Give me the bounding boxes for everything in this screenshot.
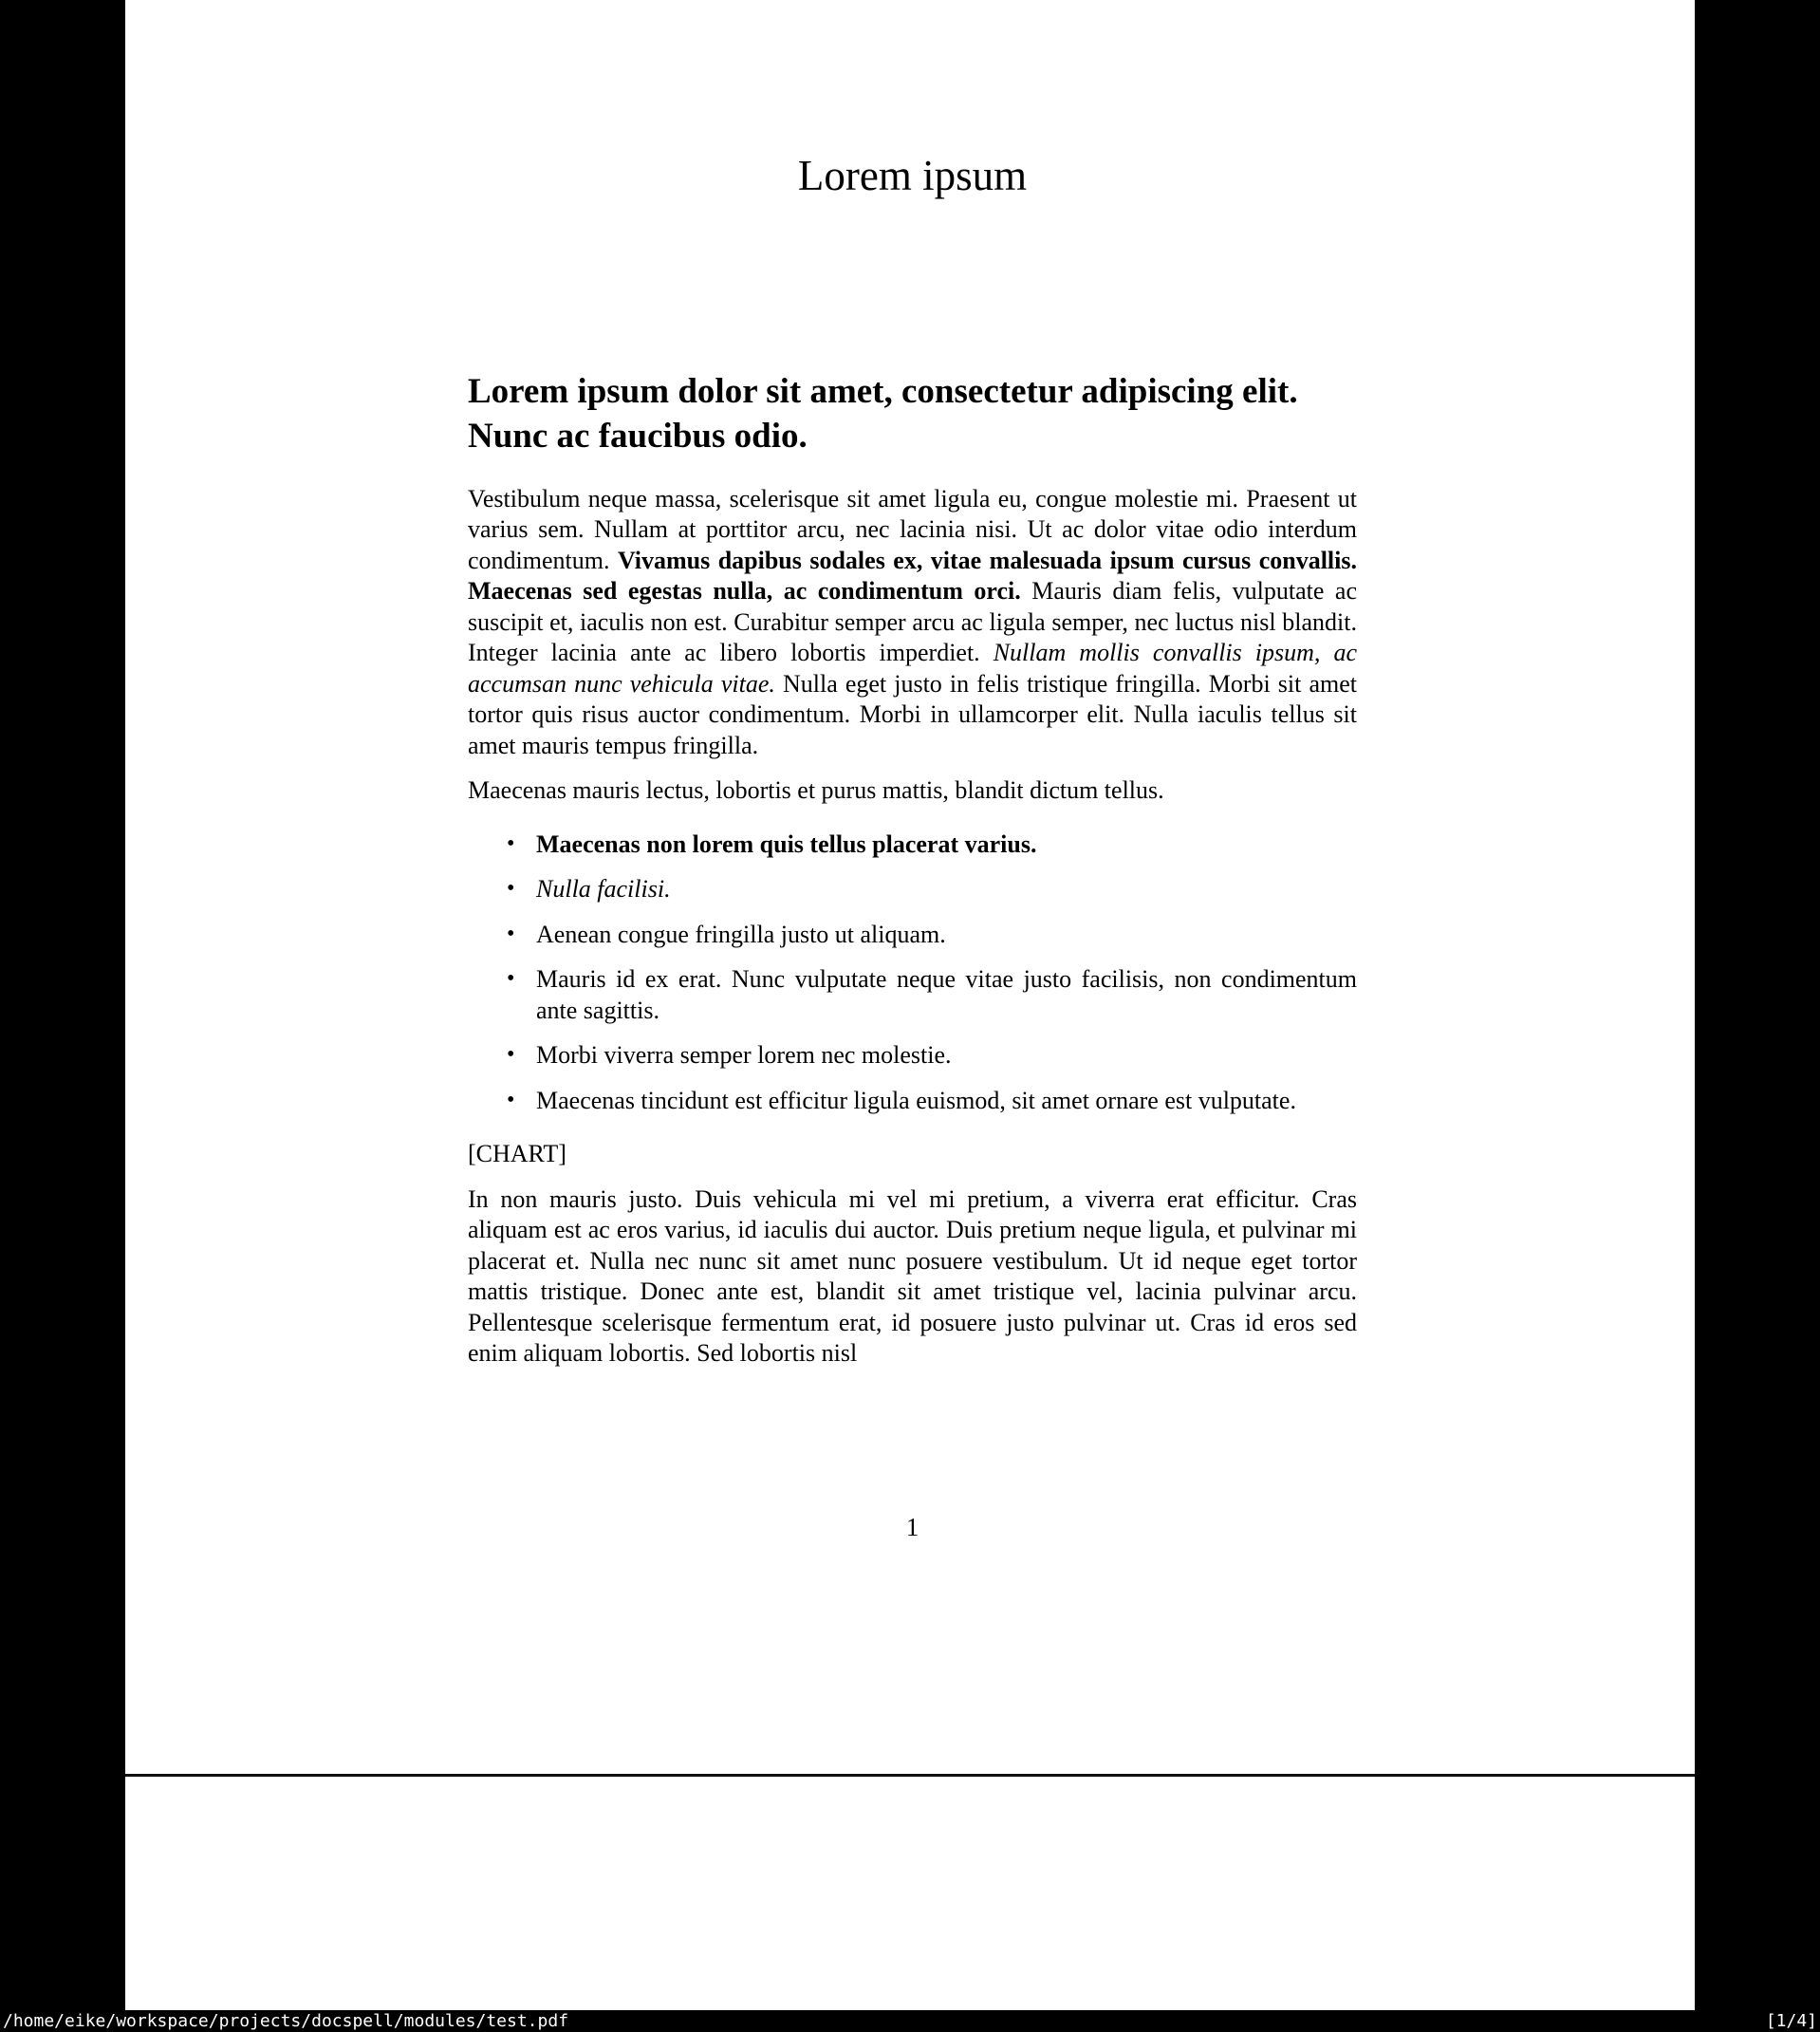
list-item [507,920,1357,951]
bullet-icon: • [507,1042,515,1068]
list-item [507,1086,1357,1117]
file-path: /home/eike/workspace/projects/docspell/modules/test.pdf [3,2011,569,2031]
page-content [468,150,1357,1370]
text-segment: In non mauris justo. Duis vehicula mi vel mi pretium, a viverra erat efficitur. Cras aliquam est ac eros varius, id iaculis dui auctor. Duis pretium neque ligula, et pulvinar mi placerat et. Nulla nec nunc sit amet nunc posuere vestibulum. Ut id neque eget tortor mattis tristique. Donec ante est, blandit sit amet tristique vel, lacinia pulvinar arcu. Pellentesque scelerisque fermentum erat, id posuere justo pulvinar ut. Cras id eros sed enim aliquam lobortis. Sed lobortis nisl [468,1184,1357,1368]
document-body [468,484,1357,1370]
paragraph-3 [468,1184,1357,1370]
bullet-list [468,830,1357,1117]
list-item [507,1040,1357,1072]
text-segment: Aenean congue fringilla justo ut aliquam. [536,920,946,948]
section-heading: Lorem ipsum dolor sit amet, consectetur adipiscing elit. Nunc ac faucibus odio. [468,372,1298,456]
bullet-icon: • [507,876,515,902]
list-item [507,874,1357,905]
bullet-icon: • [507,830,515,856]
text-segment: Nullam mollis convallis ipsum, ac accumsan nunc vehicula vitae. [468,639,1357,698]
bullet-icon: • [507,1087,515,1112]
text-segment: Vestibulum neque massa, scelerisque sit amet ligula eu, congue molestie mi. Praesent ut varius sem. Nullam at porttitor arcu, nec lacinia nisi. Ut ac dolor vitae odio interdum condimentum. [468,484,1357,574]
chart-placeholder [468,1139,1357,1170]
text-segment: Maecenas non lorem quis tellus placerat varius. [536,830,1037,858]
document-title: Lorem ipsum [797,152,1028,199]
text-segment: Nulla eget justo in felis tristique fringilla. Morbi sit amet tortor quis risus auctor condimentum. Morbi in ullamcorper elit. Nulla iaculis tellus sit amet mauris tempus fringilla. [468,669,1357,759]
paragraph-2 [468,775,1357,807]
text-segment: Mauris diam felis, vulputate ac suscipit et, iaculis non est. Curabitur semper arcu ac ligula semper, nec luctus nisl blandit. Integer lacinia ante ac libero lobortis imperdiet. [468,577,1357,667]
text-segment: Mauris id ex erat. Nunc vulputate neque vitae justo facilisis, non condimentum ante sagittis. [536,965,1357,1024]
pdf-page-1 [125,0,1695,1774]
page-number: 1 [905,1513,919,1541]
list-item [507,830,1357,861]
list-item [507,964,1357,1026]
bullet-icon: • [507,921,515,946]
pdf-page-2 [125,1777,1695,2010]
text-segment: Nulla facilisi. [536,875,671,904]
text-segment: Maecenas mauris lectus, lobortis et purus mattis, blandit dictum tellus. [468,776,1164,805]
text-segment: [CHART] [468,1140,566,1168]
bullet-icon: • [507,966,515,992]
text-segment: Maecenas tincidunt est efficitur ligula euismod, sit amet ornare est vulputate. [536,1086,1296,1114]
paragraph-1 [468,484,1357,762]
text-segment: Vivamus dapibus sodales ex, vitae malesuada ipsum cursus convallis. Maecenas sed egestas nulla, ac condimentum orci. [468,546,1357,606]
status-bar [0,2010,1820,2032]
page-indicator: [1/4] [1765,2011,1817,2031]
text-segment: Morbi viverra semper lorem nec molestie. [536,1041,952,1070]
